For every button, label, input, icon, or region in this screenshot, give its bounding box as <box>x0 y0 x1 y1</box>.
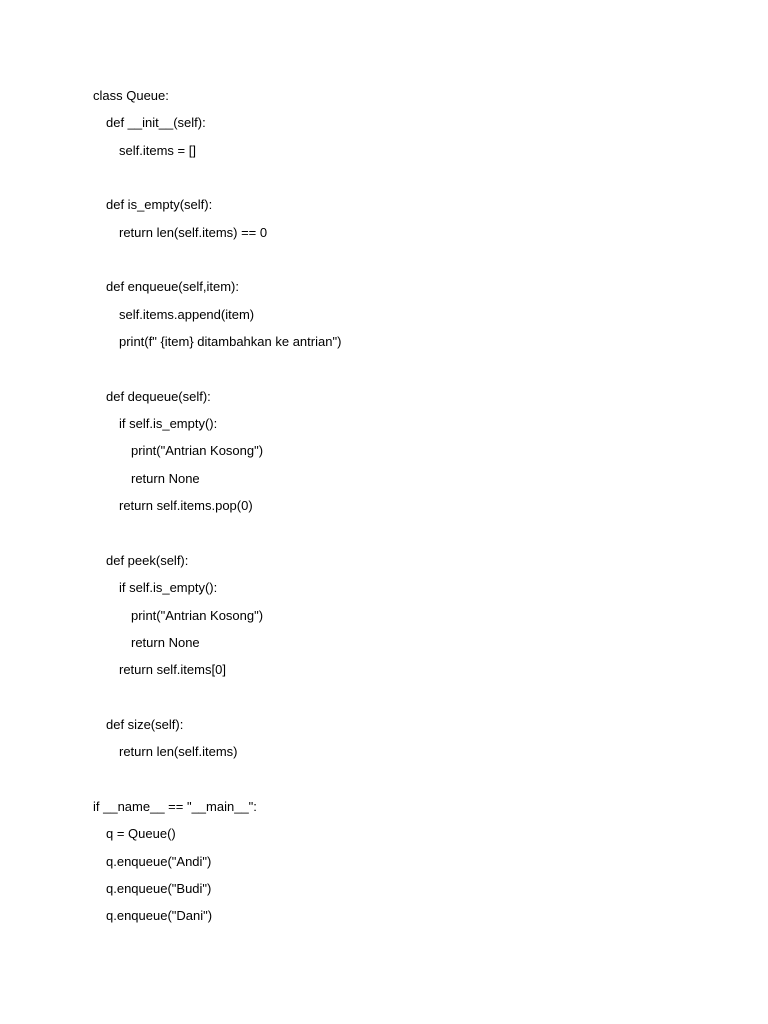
blank-line <box>93 770 733 797</box>
code-line: return None <box>131 470 200 486</box>
blank-line <box>93 359 733 386</box>
code-line: def is_empty(self): <box>106 197 213 213</box>
code-line: if self.is_empty(): <box>119 580 218 596</box>
code-line: return len(self.items) == 0 <box>119 224 268 240</box>
code-line: def peek(self): <box>106 552 189 568</box>
code-line: def dequeue(self): <box>106 388 211 404</box>
code-line: return self.items.pop(0) <box>119 498 253 514</box>
code-line: q.enqueue("Dani") <box>106 908 213 924</box>
code-line: print(f" {item} ditambahkan ke antrian") <box>119 334 342 350</box>
code-line: print("Antrian Kosong") <box>131 443 264 459</box>
code-line: q.enqueue("Andi") <box>106 853 212 869</box>
code-listing <box>93 86 733 934</box>
code-line: return len(self.items) <box>119 744 238 760</box>
code-line: def __init__(self): <box>106 115 206 131</box>
blank-line <box>93 168 733 195</box>
code-line: class Queue: <box>93 88 169 103</box>
code-line: return self.items[0] <box>119 662 226 678</box>
code-line: print("Antrian Kosong") <box>131 607 264 623</box>
code-line: if self.is_empty(): <box>119 416 218 432</box>
code-line: self.items = [] <box>119 142 196 158</box>
code-line: if __name__ == "__main__": <box>93 798 257 814</box>
blank-line <box>93 524 733 551</box>
code-line: q.enqueue("Budi") <box>106 880 212 896</box>
code-line: def size(self): <box>106 716 184 732</box>
code-line: q = Queue() <box>106 826 176 842</box>
code-line: return None <box>131 634 200 650</box>
blank-line <box>93 250 733 277</box>
code-line: def enqueue(self,item): <box>106 279 239 295</box>
code-line: self.items.append(item) <box>119 306 255 322</box>
blank-line <box>93 688 733 715</box>
